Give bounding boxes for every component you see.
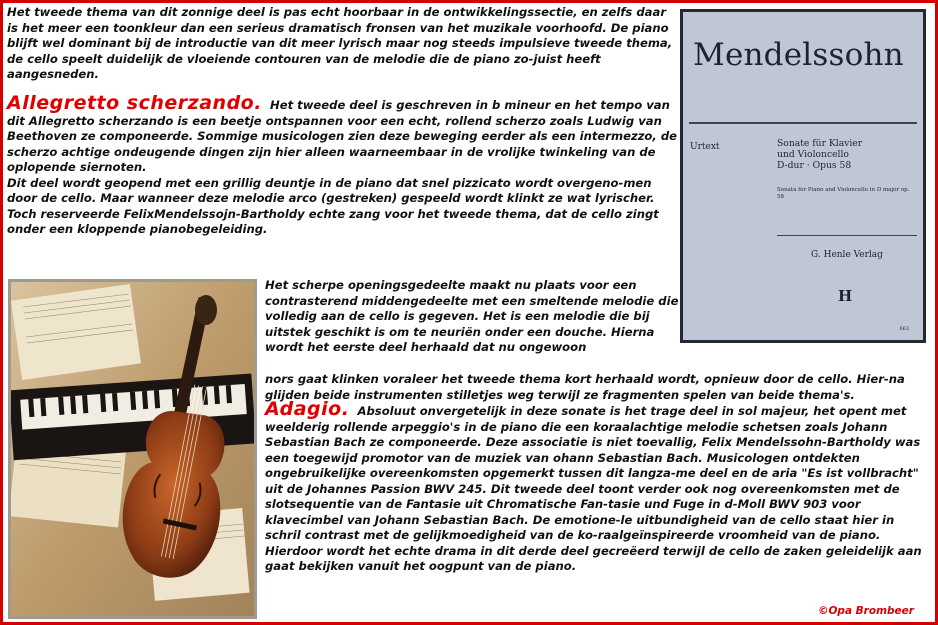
book-composer: Mendelssohn bbox=[693, 37, 904, 73]
middle-section-text: Het scherpe openingsgedeelte maakt nu plaats voor een contrasterend middengedeelte met een smeltende melodie die volledig aan de cello is gegeven. Het is een melodie die bij uitstek geschikt is om te neuriën onder een douche. Hierna wordt het eerste deel herhaald dat nu ongewoon bbox=[265, 278, 679, 354]
copyright-credit: ©Opa Brombeer bbox=[818, 605, 914, 617]
adagio-heading: Adagio. bbox=[265, 398, 350, 420]
adagio-paragraph bbox=[265, 398, 930, 575]
cello-painting-image bbox=[8, 279, 257, 619]
henle-logo: H bbox=[838, 287, 853, 305]
adagio-text: Absoluut onvergetelijk in deze sonate is het trage deel in sol majeur, het opent met weelderig rollende arpeggio's in de piano die een koraalachtige melodie schetsen zoals Johann Sebastian Bach ze componeerde. Deze associatie is niet toevallig, Felix Mendelssohn-Bartholdy was een toegewijd promotor van de muziek van ohann Sebastian Bach. Musicologen ontdekten ongebruikelijke overeenkomsten opgemerkt tussen dit langza-me deel en de aria "Es ist vollbracht" uit de Johannes Passion BWV 245. Dit tweede deel toont verder ook nog overeenkomsten met de slotsequentie van de Fantasie uit Chromatische Fan-tasie und Fuge in d-Moll BWV 903 voor klavecimbel van Johann Sebastian Bach. De emotione-le uitbundigheid van de cello staat hier in schril contrast met de gelijkmoedigheid van de ko-raalgeïnspireerde vroomheid van de piano. Hierdoor wordt het echte drama in dit derde deel gecreëerd terwijl de cello de zaken geleidelijk aan gaat bekijken vanuit het oogpunt van de piano. bbox=[265, 404, 922, 573]
cello-painting-illustration bbox=[11, 282, 254, 616]
book-publisher: G. Henle Verlag bbox=[811, 250, 883, 260]
book-urtext-label: Urtext bbox=[690, 142, 720, 152]
allegretto-text-1: Het tweede deel is geschreven in b mineur en het tempo van dit Allegretto scherzando is een beetje ontspannen voor een echt, rollend scherzo zoals Ludwig van Beethoven ze componeerde. Sommige musicologen zien deze beweging eerder als een intermezzo, de scherzo achtige ondeugende dingen zijn hier alleen waarneembaar in de vrolijke twinkeling van de oplopende siernoten. bbox=[7, 98, 678, 174]
allegretto-text-2: Dit deel wordt geopend met een grillig deuntje in de piano dat snel pizzicato wordt overgeno-men door de cello. Maar wanneer deze melodie arco (gestreken) gespeeld wordt klinkt ze wat lyrischer. Toch reserveerde FelixMendelssojn-Bartholdy echte zang voor het tweede thema, dat de cello zingt onder een kloppende pianobegeleiding. bbox=[7, 175, 659, 236]
book-divider-2 bbox=[777, 235, 917, 236]
book-subtitle bbox=[777, 138, 862, 171]
middle-section-text-continued: nors gaat klinken voraleer het tweede thema kort herhaald wordt, opnieuw door de cello. Hier-na glijden beide instrumenten stilletjes weg terwijl ze fragmenten spelen van beide thema's. bbox=[265, 372, 905, 402]
book-subtitle-line: D-dur · Opus 58 bbox=[777, 160, 852, 171]
allegretto-paragraph bbox=[7, 92, 679, 238]
book-catalog-number: 663 bbox=[899, 326, 909, 332]
book-divider bbox=[689, 122, 917, 124]
allegretto-heading: Allegretto scherzando. bbox=[7, 92, 262, 114]
book-subtitle-line: Sonate für Klavier bbox=[777, 138, 863, 149]
book-subtitle-line: und Violoncello bbox=[777, 149, 849, 160]
book-cover-image bbox=[680, 9, 926, 343]
intro-paragraph: Het tweede thema van dit zonnige deel is pas echt hoorbaar in de ontwikkelingssectie, en zelfs daar is het meer een toonkleur dan een serieus dramatisch fronsen van het muzikale voorhoofd. De piano blijft wel dominant bij de introductie van dit meer lyrisch maar nog steeds impulsieve tweede thema, de cello speelt duidelijk de vloeiende contouren van de melodie die de piano zo-juist heeft aangesneden. bbox=[7, 5, 673, 81]
book-english-title: Sonata for Piano and Violoncello in D major op. 58 bbox=[777, 187, 910, 200]
